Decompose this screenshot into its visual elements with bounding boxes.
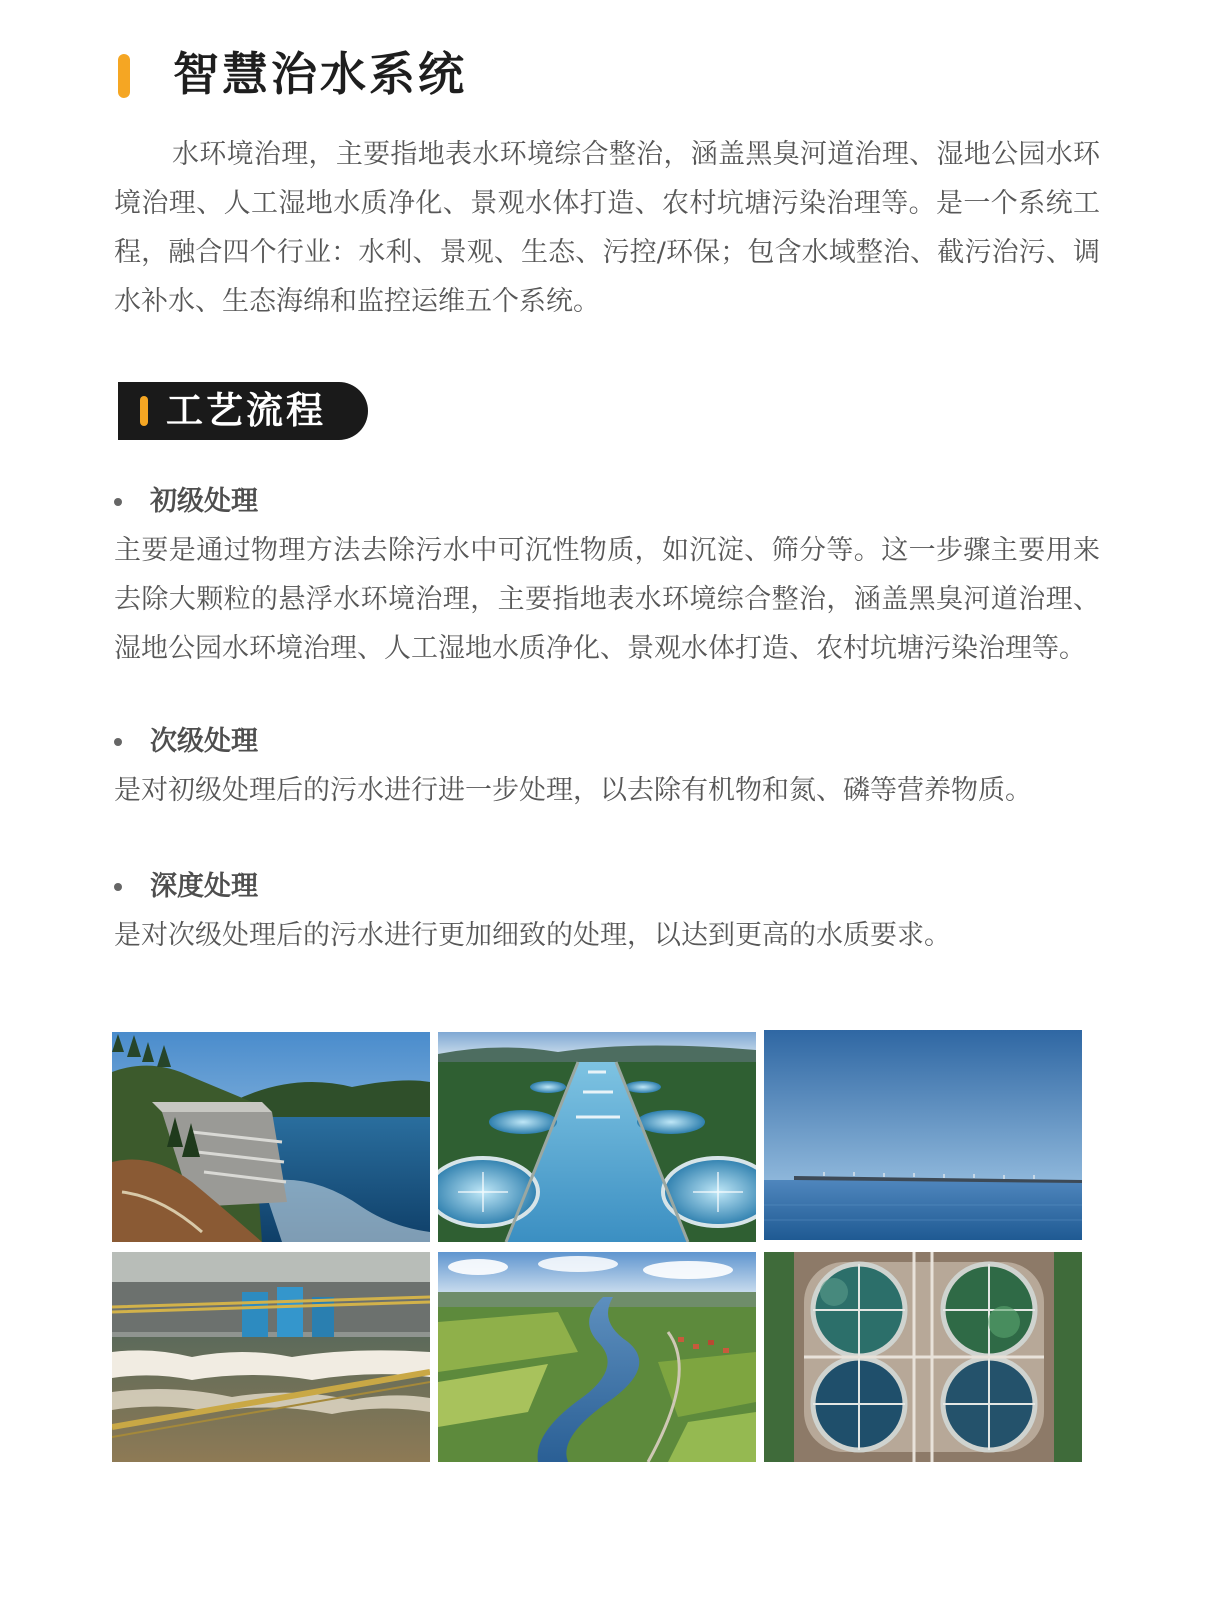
aeration-weir-photo bbox=[112, 1252, 430, 1462]
step-primary bbox=[114, 480, 1100, 673]
treatment-plant-aerial-photo bbox=[438, 1032, 756, 1242]
step-description: 是对次级处理后的污水进行更加细致的处理，以达到更高的水质要求。 bbox=[114, 920, 951, 951]
step-advanced bbox=[114, 865, 1100, 960]
section-accent-bar bbox=[140, 396, 148, 426]
sea-horizon-photo bbox=[764, 1030, 1082, 1240]
step-title: 次级处理 bbox=[150, 726, 258, 757]
step-secondary bbox=[114, 720, 1100, 815]
step-title: 初级处理 bbox=[150, 486, 258, 517]
river-farmland-aerial-photo bbox=[438, 1252, 756, 1462]
section-heading bbox=[118, 382, 368, 440]
step-description: 是对初级处理后的污水进行进一步处理，以去除有机物和氮、磷等营养物质。 bbox=[114, 775, 1032, 806]
bullet-icon bbox=[114, 738, 122, 746]
page-title: 智慧治水系统 bbox=[173, 47, 467, 101]
bullet-icon bbox=[114, 883, 122, 891]
clarifier-tanks-topdown-photo bbox=[764, 1252, 1082, 1462]
page-header bbox=[118, 44, 1118, 104]
dam-reservoir-photo bbox=[112, 1032, 430, 1242]
step-description: 主要是通过物理方法去除污水中可沉性物质，如沉淀、筛分等。这一步骤主要用来去除大颗粒的悬浮水环境治理，主要指地表水环境综合整治，涵盖黑臭河道治理、湿地公园水环境治理、人工湿地水质净化、景观水体打造、农村坑塘污染治理等。 bbox=[114, 535, 1100, 664]
intro-paragraph: 水环境治理，主要指地表水环境综合整治，涵盖黑臭河道治理、湿地公园水环境治理、人工湿地水质净化、景观水体打造、农村坑塘污染治理等。是一个系统工程，融合四个行业：水利、景观、生态、污控/环保；包含水域整治、截污治污、调水补水、生态海绵和监控运维五个系统。 bbox=[114, 139, 1100, 317]
title-accent-bar bbox=[118, 54, 130, 98]
section-title: 工艺流程 bbox=[166, 389, 326, 432]
step-title: 深度处理 bbox=[150, 871, 258, 902]
bullet-icon bbox=[114, 498, 122, 506]
